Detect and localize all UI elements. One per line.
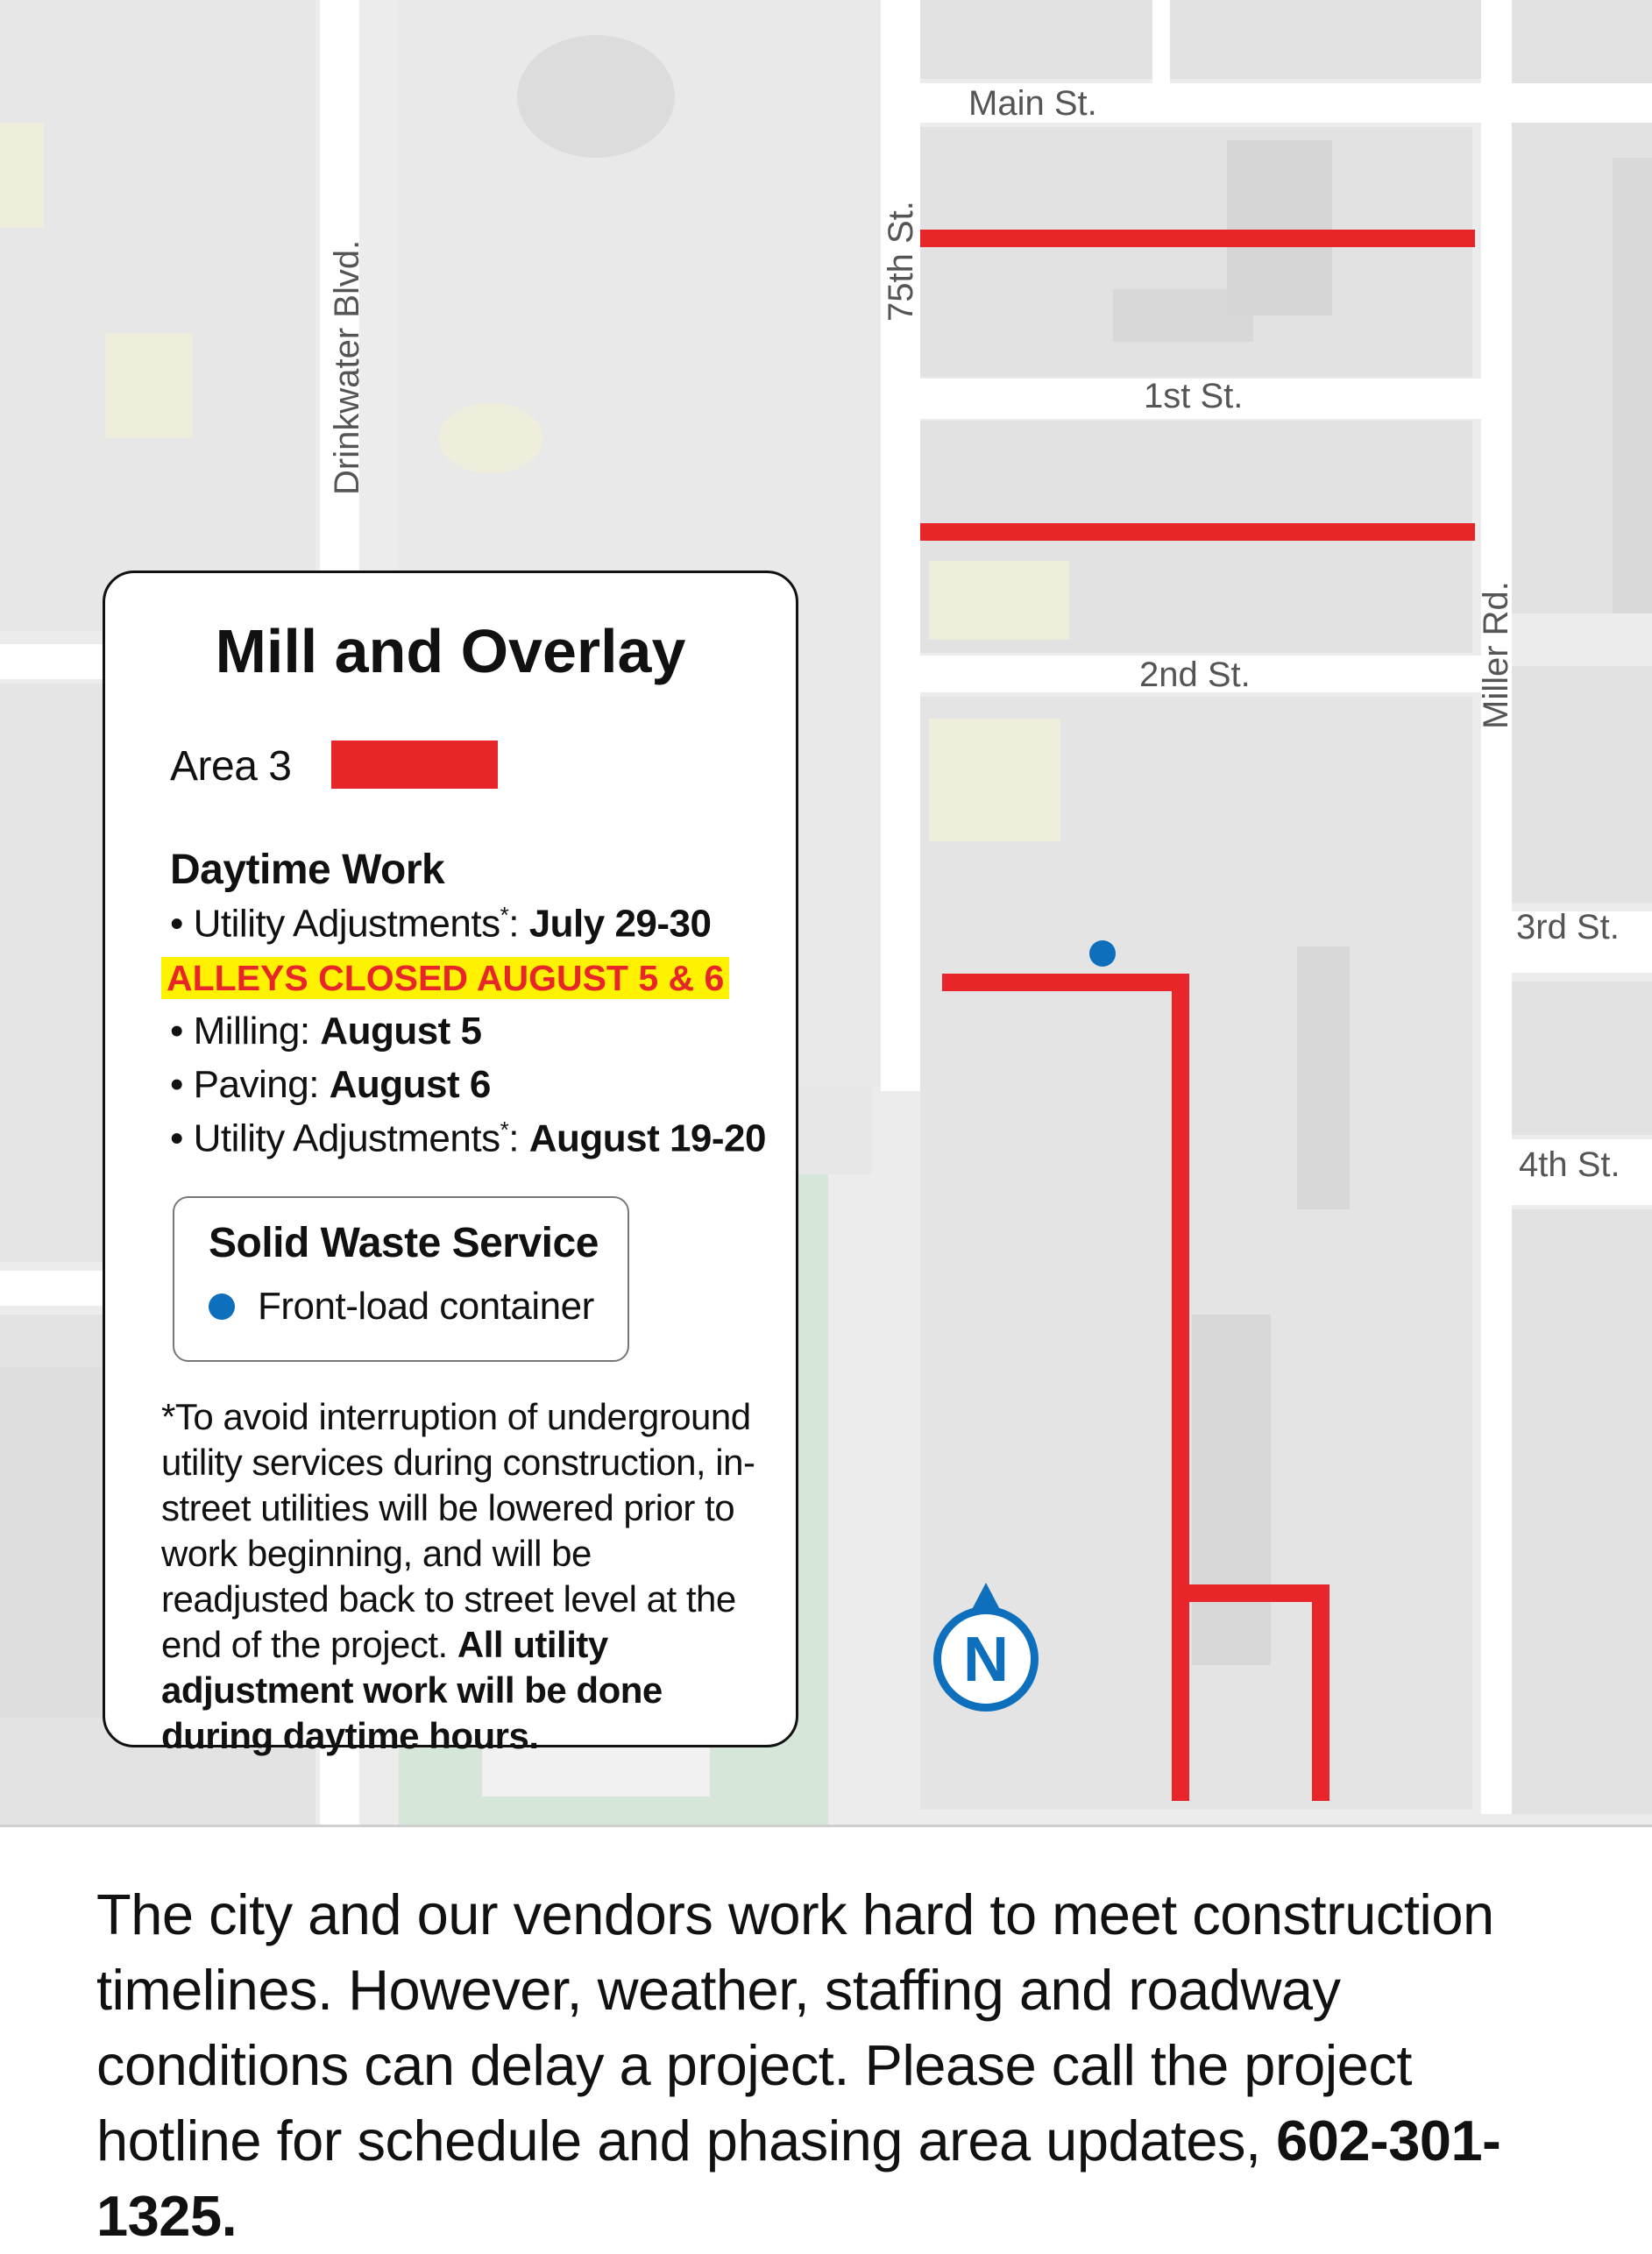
work-item: • Milling: August 5 <box>170 1010 482 1053</box>
street-label-4th: 4th St. <box>1519 1145 1620 1184</box>
work-item: • Paving: August 6 <box>170 1063 491 1106</box>
solid-waste-heading: Solid Waste Service <box>209 1220 599 1266</box>
daytime-work-heading: Daytime Work <box>170 847 445 893</box>
north-arrow-icon <box>927 1577 1045 1718</box>
solid-waste-box <box>173 1196 629 1362</box>
street-label-75th: 75th St. <box>882 201 920 322</box>
alleys-closed-alert: ALLEYS CLOSED AUGUST 5 & 6 <box>161 957 729 999</box>
north-arrow-letter: N <box>963 1625 1009 1695</box>
street-label-drinkwater: Drinkwater Blvd. <box>328 239 366 495</box>
front-load-container-marker[interactable] <box>1089 940 1116 967</box>
legend-title: Mill and Overlay <box>215 617 686 685</box>
front-load-container-icon <box>209 1294 235 1320</box>
hotline-phone[interactable]: 602-301-1325. <box>96 2109 1501 2248</box>
legend-panel <box>103 571 798 1756</box>
street-label-miller: Miller Rd. <box>1477 581 1515 729</box>
street-label-main: Main St. <box>968 84 1097 123</box>
area-swatch <box>331 741 498 789</box>
utility-footnote: *To avoid interruption of underground utility services during construction, in-street utilities will be lowered prior to work beginning, and will be readjusted back to street level at the end of the project. All utility adjustment work will be done during daytime hours. <box>161 1396 755 1756</box>
area-label: Area 3 <box>170 743 292 790</box>
hotline-notice: The city and our vendors work hard to meet construction timelines. However, weather, staffing and roadway conditions can delay a project. Please call the project hotline for schedule and phasing area updates, 602-301-1325. <box>96 1882 1501 2248</box>
street-label-3rd: 3rd St. <box>1516 908 1620 946</box>
street-label-2nd: 2nd St. <box>1139 656 1251 694</box>
work-item: • Utility Adjustments*: August 19-20 <box>170 1116 766 1160</box>
street-label-1st: 1st St. <box>1144 377 1244 415</box>
work-item: • Utility Adjustments*: July 29-30 <box>170 902 712 946</box>
front-load-container-label: Front-load container <box>258 1285 594 1328</box>
